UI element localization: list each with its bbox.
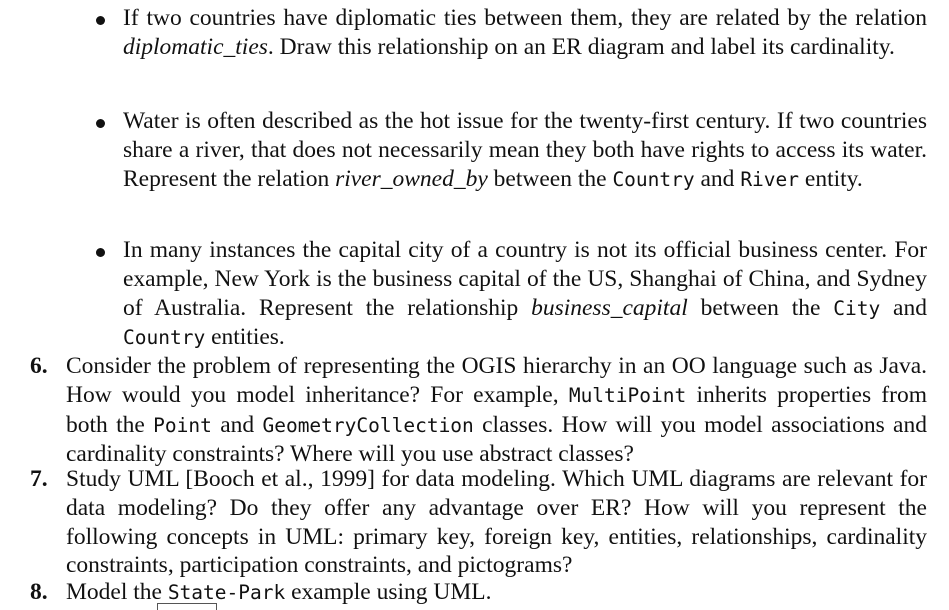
text-run: Water is often described as the hot issue for the twenty-first century. If two countries share a river, that does not necessarily mean they both have rights to access its water. Represent the relation (123, 108, 927, 192)
bullet-text (123, 4, 927, 62)
code-entity-name: Country (612, 167, 695, 191)
question-7 (30, 465, 927, 580)
bullet-item-river-owned-by (92, 107, 927, 194)
relation-name: diplomatic_ties (123, 33, 268, 60)
bullet-dot-icon (96, 248, 105, 257)
code-entity-name: City (833, 296, 881, 320)
text-run: entities. (205, 324, 285, 351)
question-text (66, 352, 927, 469)
text-run: example using UML. (285, 579, 492, 605)
text-run: between the (687, 294, 834, 321)
text-run: entity. (799, 165, 863, 192)
bullet-dot-icon (96, 119, 105, 128)
code-class-name: MultiPoint (568, 383, 687, 407)
code-class-name: GeometryCollection (262, 413, 474, 437)
text-run: classes. How will you model associations and cardinality constraints? Where will you use abstract classes? (66, 411, 927, 468)
text-run: Consider the problem of representing the OGIS hierarchy in an OO language such as Java. How would you model inheritance? For example, (66, 353, 927, 408)
bullet-text (123, 107, 927, 194)
text-run: inherits properties from both the (66, 381, 927, 438)
bullet-dot-icon (96, 16, 105, 25)
relation-name: river_owned_by (335, 165, 488, 192)
code-class-name: Point (153, 413, 212, 437)
question-number: 6. (30, 353, 48, 379)
text-run: In many instances the capital city of a country is not its official business center. For example, New York is the business capital of the US, Shanghai of China, and Sydney of Australia. Represent the relationship (123, 237, 927, 321)
bullet-item-diplomatic-ties (92, 4, 927, 62)
text-run: and (880, 294, 927, 321)
text-run: and (694, 165, 741, 192)
text-run: between the (487, 165, 613, 192)
code-entity-name: Country (123, 326, 206, 350)
text-run: Study UML [Booch et al., 1999] for data modeling. Which UML diagrams are relevant for data modeling? Do they offer any advantage over ER? How will you represent the following concepts in UML: primary key, foreign key, entities, relationships, cardinality constraints, participation constraints, and pictograms? (66, 466, 927, 579)
relation-name: business_capital (531, 294, 688, 321)
text-run: Model the (66, 579, 168, 605)
question-number: 7. (30, 466, 48, 492)
question-6 (30, 352, 927, 469)
bullet-item-business-capital (92, 236, 927, 353)
text-run: and (211, 411, 263, 438)
text-run: If two countries have diplomatic ties between them, they are related by the relation (123, 5, 927, 31)
code-entity-name: River (740, 167, 800, 191)
code-example-name: State-Park (167, 581, 286, 604)
question-text (66, 465, 927, 580)
text-run: . Draw this relationship on an ER diagram and label its cardinality. (267, 33, 895, 60)
bullet-text (123, 236, 927, 353)
question-number: 8. (30, 579, 48, 605)
cropped-figure-edge (157, 603, 217, 610)
